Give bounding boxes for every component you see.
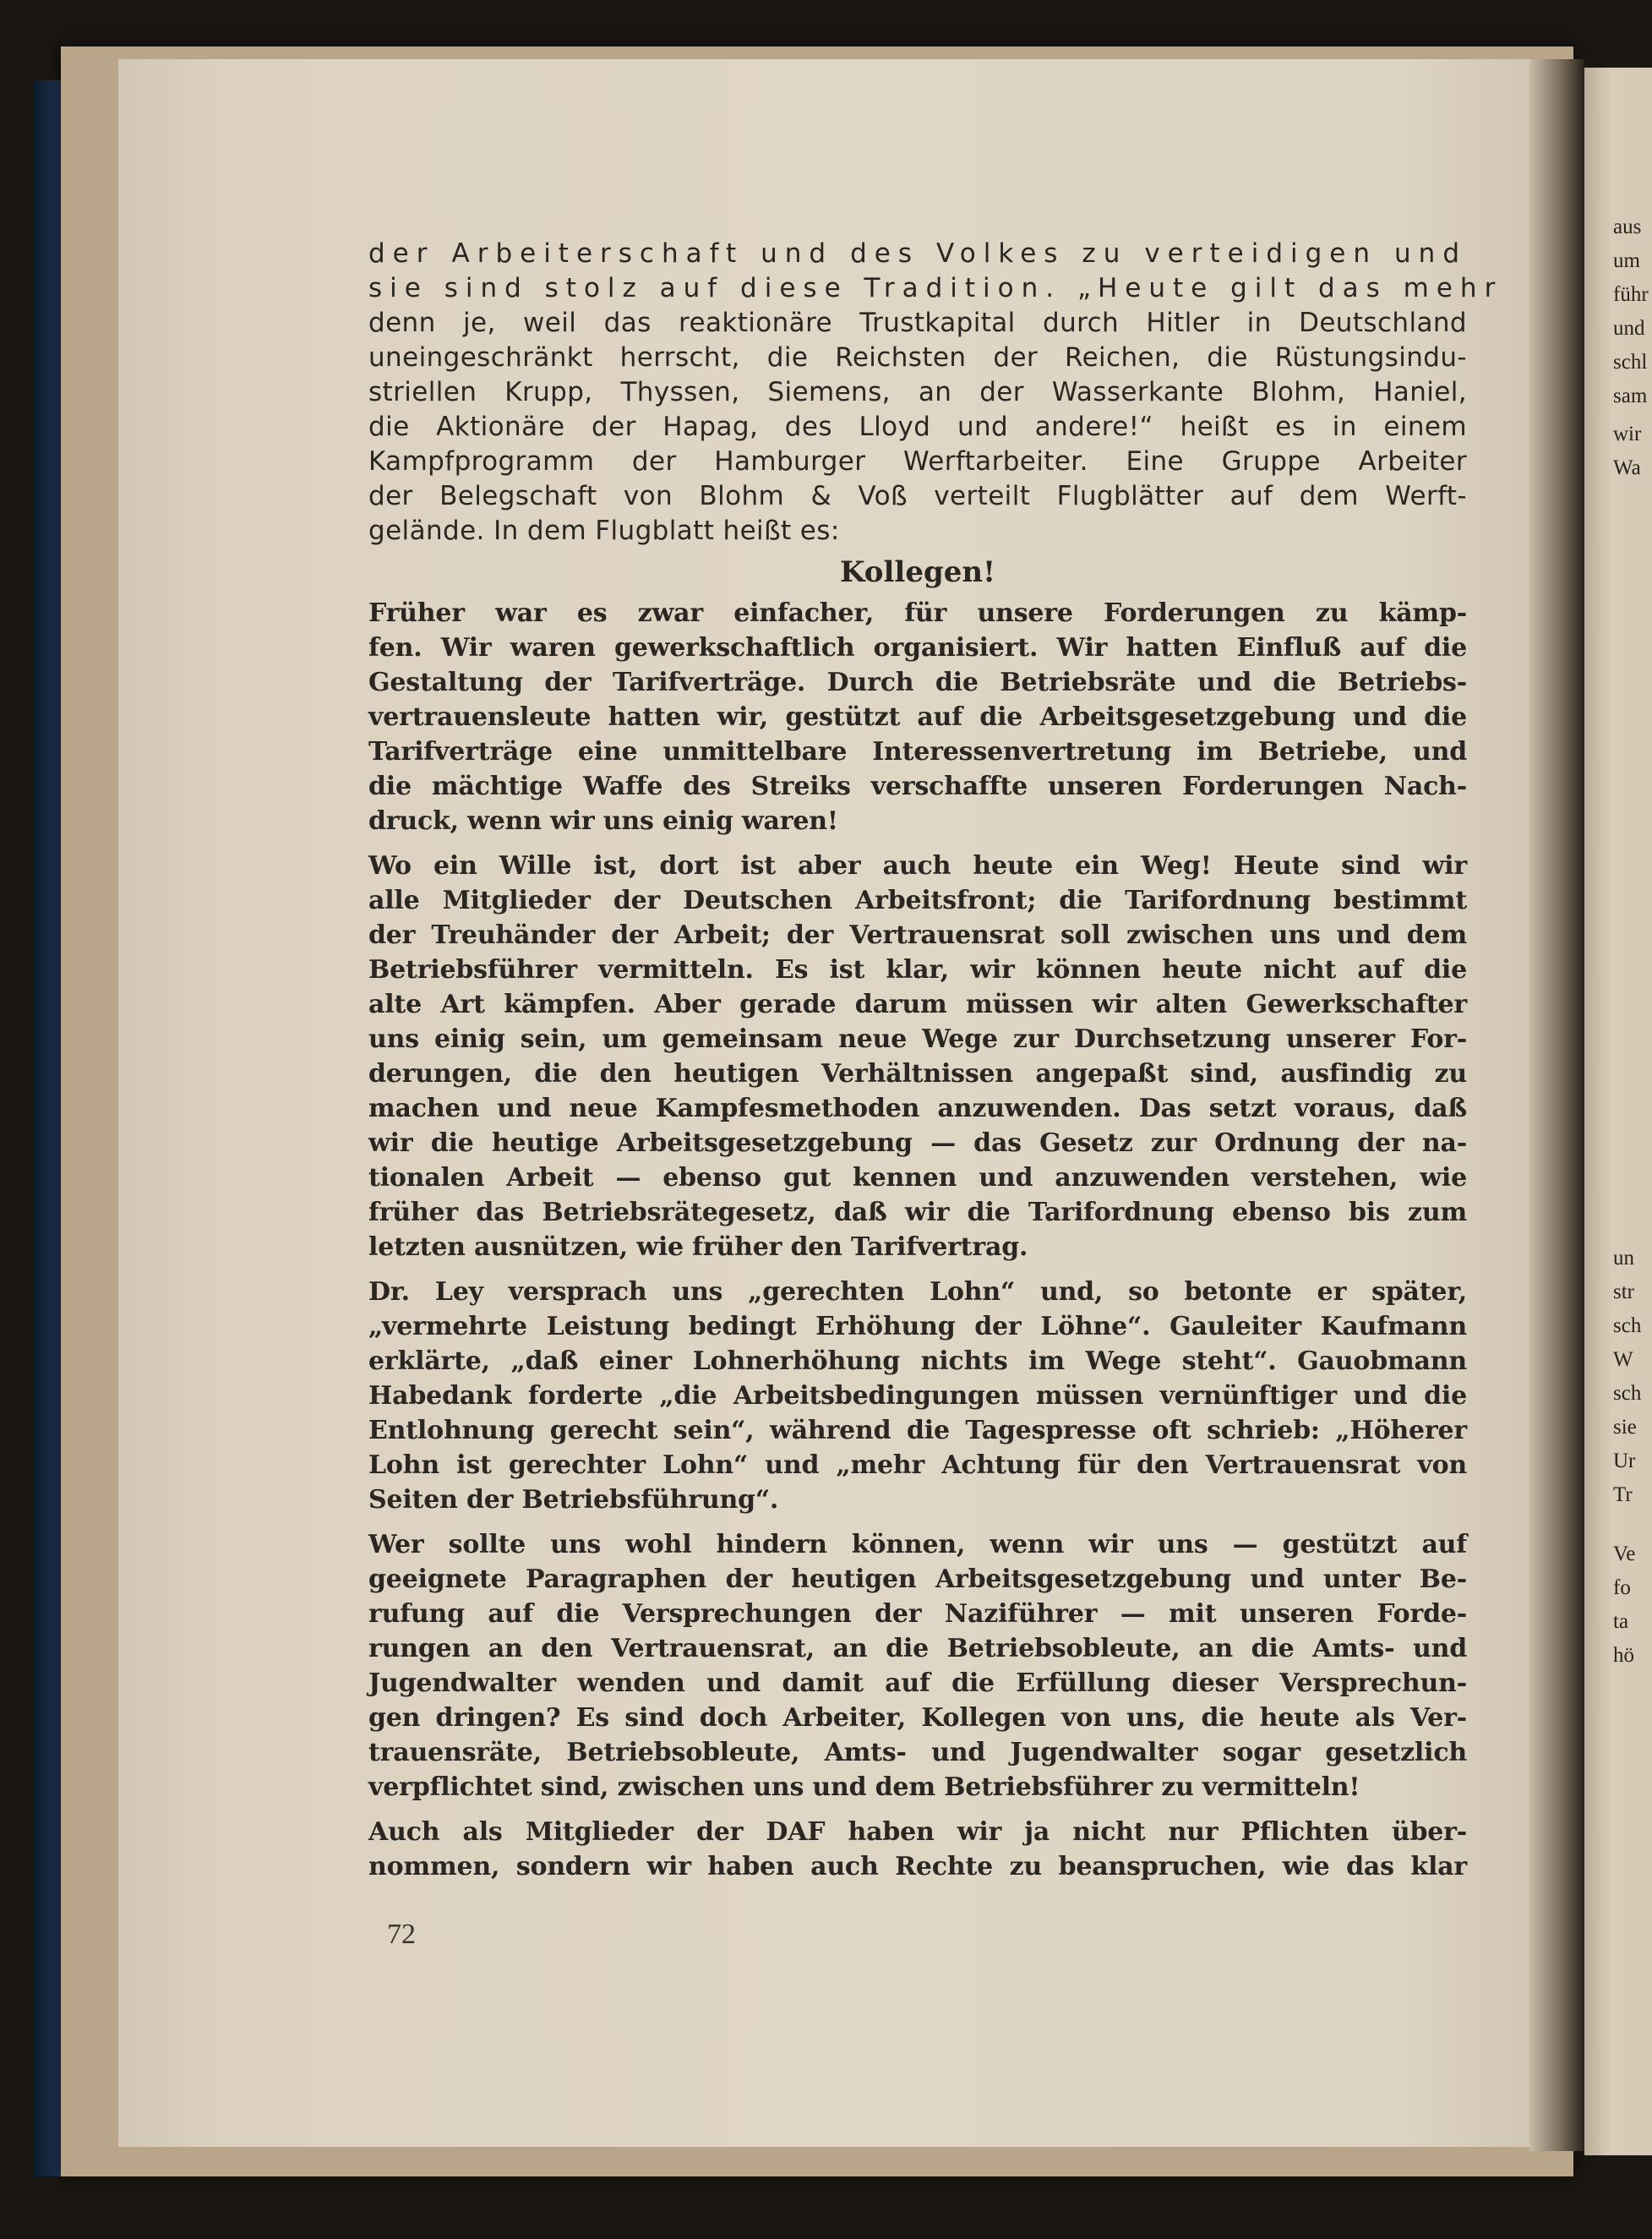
facing-page-fragment: sch — [1613, 1382, 1642, 1405]
text-line: verpflichtet sind, zwischen uns und dem Betriebsführer zu vermitteln! — [368, 1772, 1360, 1802]
leaflet-paragraph — [368, 1815, 1467, 1884]
text-line: tionalen Arbeit — ebenso gut kennen und anzuwenden verstehen, wie — [368, 1163, 1467, 1193]
text-line: striellen Krupp, Thyssen, Siemens, an der Wasserkante Blohm, Haniel, — [368, 377, 1467, 407]
facing-page-fragment: ta — [1613, 1610, 1629, 1633]
text-line: der Belegschaft von Blohm & Voß verteilt Flugblätter auf dem Werft- — [368, 481, 1467, 511]
facing-page-fragment: sie — [1613, 1416, 1637, 1439]
text-line: der Arbeiterschaft und des Volkes zu verteidigen und — [368, 238, 1467, 269]
facing-page-fragment: W — [1613, 1348, 1633, 1371]
text-line: Entlohnung gerecht sein“, während die Tagespresse oft schrieb: „Höherer — [368, 1416, 1467, 1445]
facing-page-fragment: fo — [1613, 1576, 1631, 1599]
facing-page-fragment: un — [1613, 1247, 1634, 1270]
facing-page-fragment: str — [1613, 1281, 1634, 1303]
text-line: letzten ausnützen, wie früher den Tarifvertrag. — [368, 1232, 1028, 1262]
facing-page-fragment: um — [1613, 249, 1640, 272]
paragraph-gap — [368, 1264, 1467, 1275]
text-line: sie sind stolz auf diese Tradition. „Heute gilt das mehr — [368, 273, 1503, 303]
facing-page-fragment: schl — [1613, 351, 1648, 374]
text-line: fen. Wir waren gewerkschaftlich organisiert. Wir hatten Einfluß auf die — [368, 633, 1467, 663]
text-line: derungen, die den heutigen Verhältnissen angepaßt sind, ausfindig zu — [368, 1059, 1467, 1089]
text-line: rungen an den Vertrauensrat, an die Betriebsobleute, an die Amts- und — [368, 1634, 1467, 1663]
text-line: Jugendwalter wenden und damit auf die Erfüllung dieser Versprechun- — [368, 1668, 1467, 1698]
paragraph-gap — [368, 1805, 1467, 1815]
text-line: Habedank forderte „die Arbeitsbedingungen müssen vernünftiger und die — [368, 1381, 1467, 1411]
text-line: uneingeschränkt herrscht, die Reichsten der Reichen, die Rüstungsindu- — [368, 342, 1467, 373]
text-line: früher das Betriebsrätegesetz, daß wir die Tarifordnung ebenso bis zum — [368, 1198, 1467, 1227]
leaflet-paragraph — [368, 596, 1467, 838]
text-line: uns einig sein, um gemeinsam neue Wege zur Durchsetzung unserer For- — [368, 1024, 1467, 1054]
leaflet-paragraph — [368, 849, 1467, 1264]
text-line: erklärte, „daß einer Lohnerhöhung nichts im Wege steht“. Gauobmann — [368, 1346, 1467, 1376]
leaflet-heading: Kollegen! — [840, 555, 995, 589]
facing-page-fragment: Tr — [1613, 1483, 1633, 1506]
facing-page-fragment: Wa — [1613, 456, 1641, 479]
text-block — [368, 237, 1503, 1884]
text-line: die Aktionäre der Hapag, des Lloyd und andere!“ heißt es in einem — [368, 412, 1467, 442]
text-line: druck, wenn wir uns einig waren! — [368, 806, 838, 836]
text-line: gen dringen? Es sind doch Arbeiter, Kollegen von uns, die heute als Ver- — [368, 1703, 1467, 1733]
text-line: Wer sollte uns wohl hindern können, wenn wir uns — gestützt auf — [368, 1530, 1467, 1559]
facing-page-fragment: wir — [1613, 423, 1642, 445]
facing-page-fragment: sch — [1613, 1314, 1642, 1337]
text-line: machen und neue Kampfesmethoden anzuwenden. Das setzt voraus, daß — [368, 1094, 1467, 1123]
intro-paragraph — [368, 237, 1503, 549]
text-line: rufung auf die Versprechungen der Naziführer — mit unseren Forde- — [368, 1599, 1467, 1629]
text-line: wir die heutige Arbeitsgesetzgebung — das Gesetz zur Ordnung der na- — [368, 1128, 1467, 1158]
text-line: nommen, sondern wir haben auch Rechte zu beanspruchen, wie das klar — [368, 1852, 1467, 1881]
text-line: der Treuhänder der Arbeit; der Vertrauensrat soll zwischen uns und dem — [368, 920, 1467, 950]
facing-page-fragment: führ — [1613, 283, 1649, 306]
facing-page-fragment: Ve — [1613, 1543, 1636, 1565]
text-line: Tarifverträge eine unmittelbare Interessenvertretung im Betriebe, und — [368, 737, 1467, 767]
text-line: alle Mitglieder der Deutschen Arbeitsfront; die Tarifordnung bestimmt — [368, 886, 1467, 915]
text-line: Früher war es zwar einfacher, für unsere Forderungen zu kämp- — [368, 598, 1467, 628]
facing-page — [1584, 68, 1652, 2155]
paragraph-gap — [368, 838, 1467, 849]
text-line: Kampfprogramm der Hamburger Werftarbeiter. Eine Gruppe Arbeiter — [368, 446, 1467, 477]
text-line: Wo ein Wille ist, dort ist aber auch heute ein Weg! Heute sind wir — [368, 851, 1467, 881]
facing-page-fragment: hö — [1613, 1644, 1634, 1667]
text-line: vertrauensleute hatten wir, gestützt auf die Arbeitsgesetzgebung und die — [368, 702, 1467, 732]
text-line: trauensräte, Betriebsobleute, Amts- und Jugendwalter sogar gesetzlich — [368, 1738, 1467, 1767]
facing-page-fragment: und — [1613, 317, 1645, 340]
leaflet-paragraph — [368, 1527, 1467, 1805]
text-line: denn je, weil das reaktionäre Trustkapital durch Hitler in Deutschland — [368, 308, 1467, 338]
text-line: Dr. Ley versprach uns „gerechten Lohn“ und, so betonte er später, — [368, 1277, 1467, 1307]
facing-page-fragment: aus — [1613, 216, 1642, 238]
text-line: Auch als Mitglieder der DAF haben wir ja nicht nur Pflichten über- — [368, 1817, 1467, 1847]
paragraph-gap — [368, 1517, 1467, 1527]
text-line: „vermehrte Leistung bedingt Erhöhung der Löhne“. Gauleiter Kaufmann — [368, 1312, 1467, 1341]
text-line: die mächtige Waffe des Streiks verschaffte unseren Forderungen Nach- — [368, 772, 1467, 801]
text-line: Betriebsführer vermitteln. Es ist klar, wir können heute nicht auf die — [368, 955, 1467, 985]
page-gutter — [1529, 59, 1584, 2151]
text-line: geeignete Paragraphen der heutigen Arbeitsgesetzgebung und unter Be- — [368, 1565, 1467, 1594]
text-line: Gestaltung der Tarifverträge. Durch die Betriebsräte und die Betriebs- — [368, 668, 1467, 697]
text-line: gelände. In dem Flugblatt heißt es: — [368, 516, 840, 546]
leaflet-text — [368, 596, 1467, 1884]
page-number: 72 — [387, 1919, 416, 1950]
text-line: alte Art kämpfen. Aber gerade darum müssen wir alten Gewerkschafter — [368, 990, 1467, 1019]
facing-page-fragment: sam — [1613, 385, 1648, 407]
facing-page-fragment: Ur — [1613, 1450, 1636, 1472]
text-line: Seiten der Betriebsführung“. — [368, 1485, 779, 1515]
leaflet-paragraph — [368, 1275, 1467, 1517]
text-line: Lohn ist gerechter Lohn“ und „mehr Achtung für den Vertrauensrat von — [368, 1450, 1467, 1480]
